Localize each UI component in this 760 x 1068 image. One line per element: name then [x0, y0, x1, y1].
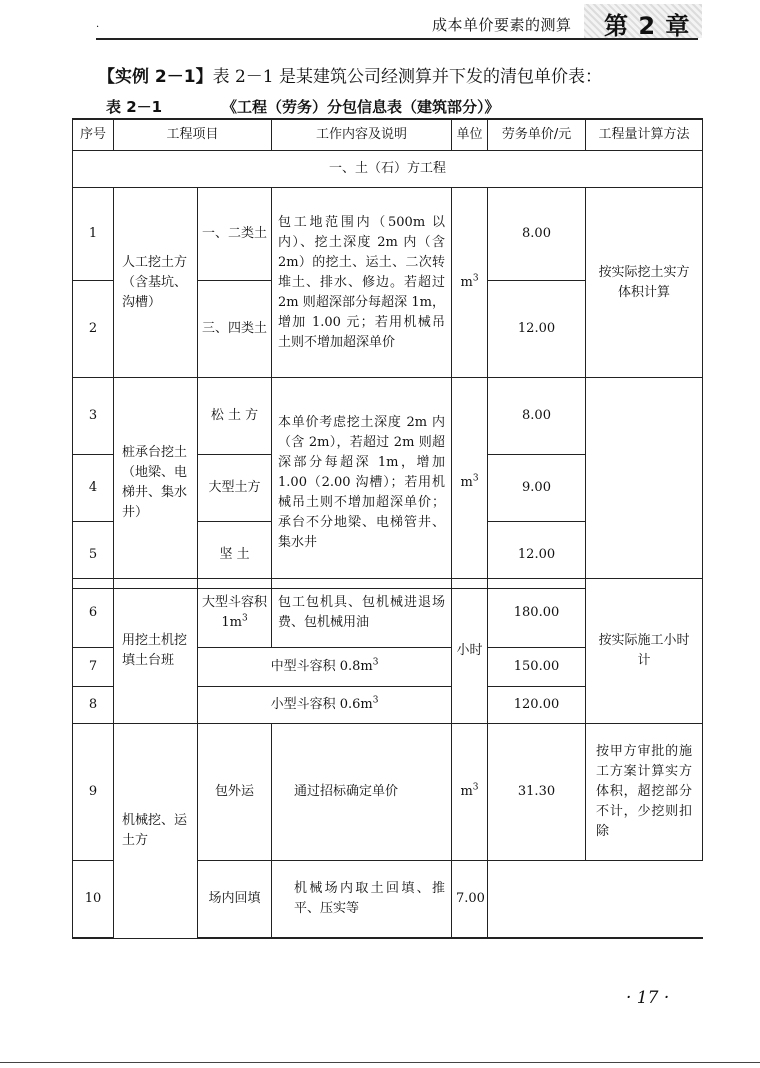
sub-item-text: 大型斗容积 1m — [202, 595, 268, 630]
sub-item: 松 土 方 — [198, 378, 272, 455]
row-no: 10 — [73, 861, 114, 939]
price-cell: 8.00 — [488, 188, 586, 281]
sub-item-text: 中型斗容积 0.8m — [270, 659, 373, 674]
calc-cell: 按甲方审批的施工方案计算实方体积，超挖部分不计，少挖则扣除 — [586, 724, 703, 861]
table-row — [73, 188, 703, 281]
row-no: 6 — [73, 579, 114, 648]
row-no: 5 — [73, 522, 114, 589]
example-intro — [98, 62, 602, 87]
price-cell: 150.00 — [488, 648, 586, 687]
unit-text: m — [460, 475, 473, 490]
project-cell: 用挖土机挖填土台班 — [114, 579, 198, 724]
desc-cell: 包工地范围内（500m 以内）、挖土深度 2m 内（含 2m）的挖土、运土、二次转堆土、排水、修边。若超过 2m 则超深部分每超深 1m，增加 1.00 元；若用机械吊土则不增加超深单价 — [272, 188, 452, 378]
price-cell: 180.00 — [488, 579, 586, 648]
sub-item — [198, 579, 272, 648]
price-table — [72, 118, 703, 589]
desc-cell: 包工包机具、包机械进退场费、包机械用油 — [272, 579, 452, 648]
price-cell: 120.00 — [488, 687, 586, 724]
sub-item: 包外运 — [198, 724, 272, 861]
example-tag: 【实例 2－1】 — [98, 67, 213, 87]
row-no: 8 — [73, 687, 114, 724]
row-no: 1 — [73, 188, 114, 281]
unit-sup: 3 — [472, 273, 479, 284]
row-no: 9 — [73, 724, 114, 861]
sub-item-sup: 3 — [241, 613, 248, 624]
project-cell: 桩承台挖土（地梁、电梯井、集水井） — [114, 378, 198, 589]
col-header-unit: 单位 — [452, 119, 488, 151]
price-table-continued — [72, 578, 703, 939]
row-no: 3 — [73, 378, 114, 455]
price-cell: 12.00 — [488, 281, 586, 378]
section-row — [73, 151, 703, 188]
table-title: 《工程（劳务）分包信息表（建筑部分）》 — [222, 98, 500, 116]
price-cell: 12.00 — [488, 522, 586, 589]
price-cell: 9.00 — [488, 455, 586, 522]
stray-dot: · — [96, 22, 100, 33]
row-no: 7 — [73, 648, 114, 687]
unit-cell: 小时 — [452, 579, 488, 724]
sub-item: 一、二类土 — [198, 188, 272, 281]
calc-cell: 按实际施工小时计 — [586, 579, 703, 724]
table-row — [73, 378, 703, 455]
desc-cell: 机械场内取土回填、推平、压实等 — [272, 861, 452, 939]
footer-rule — [0, 1062, 760, 1063]
sub-item: 三、四类土 — [198, 281, 272, 378]
page-number: · 17 · — [626, 988, 670, 1008]
empty-cell — [488, 861, 703, 939]
header-rule — [96, 38, 698, 40]
running-header-title: 成本单价要素的测算 — [432, 16, 572, 34]
col-header-desc: 工作内容及说明 — [272, 119, 452, 151]
sub-item: 场内回填 — [198, 861, 272, 939]
row-no: 4 — [73, 455, 114, 522]
unit-text: m — [460, 784, 473, 799]
price-cell: 31.30 — [488, 724, 586, 861]
sub-item — [198, 648, 452, 687]
sub-item — [198, 687, 452, 724]
col-header-calc: 工程量计算方法 — [586, 119, 703, 151]
calc-cell-empty — [586, 378, 703, 589]
sub-item-sup: 3 — [372, 657, 379, 668]
sub-item: 坚 土 — [198, 522, 272, 589]
table-row — [73, 724, 703, 861]
unit-cell: 7.00 — [452, 861, 488, 939]
unit-text: m — [460, 274, 473, 290]
col-header-no: 序号 — [73, 119, 114, 151]
project-cell: 机械挖、运土方 — [114, 724, 198, 939]
example-text: 表 2－1 是某建筑公司经测算并下发的清包单价表： — [212, 67, 603, 87]
col-header-project: 工程项目 — [114, 119, 272, 151]
sub-item-text: 小型斗容积 0.6m — [270, 697, 373, 712]
unit-sup: 3 — [472, 782, 479, 793]
chapter-label: 第 2 章 — [604, 12, 691, 40]
price-cell: 8.00 — [488, 378, 586, 455]
desc-cell: 本单价考虑挖土深度 2m 内（含 2m），若超过 2m 则超深部分每超深 1m，增加 1.00（2.00 沟槽）；若用机械吊土则不增加超深单价；承台不分地梁、电梯管井、集水井 — [272, 378, 452, 589]
table-header-row — [73, 119, 703, 151]
project-cell: 人工挖土方（含基坑、沟槽） — [114, 188, 198, 378]
col-header-price: 劳务单价/元 — [488, 119, 586, 151]
unit-cell — [452, 188, 488, 378]
sub-item-sup: 3 — [372, 695, 379, 706]
calc-cell: 按实际挖土实方体积计算 — [586, 188, 703, 378]
unit-cell — [452, 724, 488, 861]
section-title: 一、土（石）方工程 — [73, 151, 703, 188]
table-row — [73, 579, 703, 648]
row-no: 2 — [73, 281, 114, 378]
sub-item: 大型土方 — [198, 455, 272, 522]
unit-cell — [452, 378, 488, 589]
desc-cell: 通过招标确定单价 — [272, 724, 452, 861]
table-number: 表 2－1 — [106, 98, 163, 116]
unit-sup: 3 — [472, 473, 479, 484]
